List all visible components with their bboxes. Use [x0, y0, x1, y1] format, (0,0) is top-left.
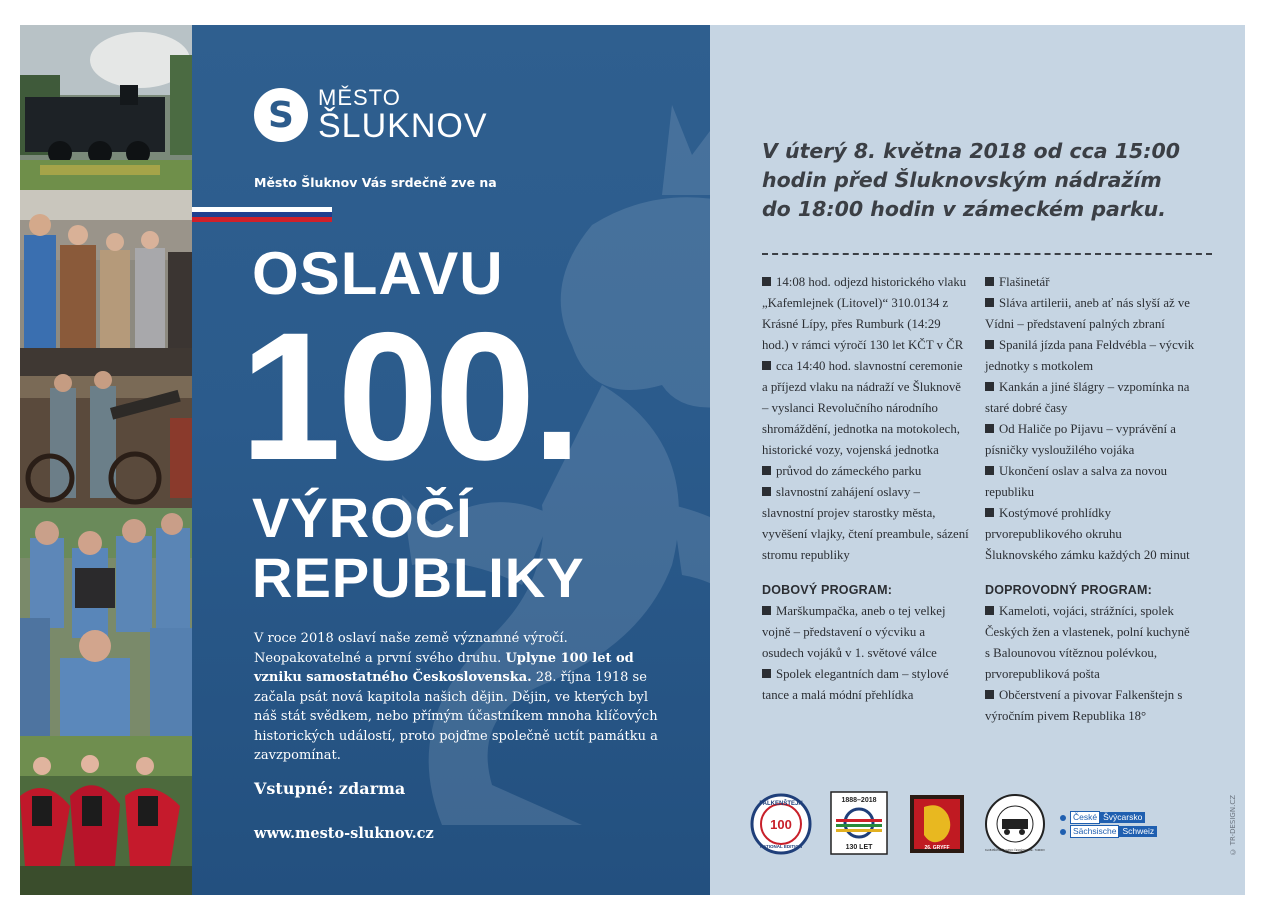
- photo-steam-train: [20, 25, 192, 190]
- program-panel: [710, 25, 1245, 895]
- intro-text-2: 28. října 1918 se začala psát nová kapitola našich dějin. Dějin, ve kterých byl náš stát svědkem, nebo přímým účastníkem mnoha klíčových historických událostí, proto pojďme společně uctít památku a zavzpomínat.: [254, 670, 658, 763]
- program-item: Sláva artilerii, aneb ať nás slyší až ve Vídni – představení palných zbraní: [985, 296, 1190, 331]
- event-date-heading: [762, 137, 1202, 224]
- ceske-svycarsko-logo: [1060, 811, 1170, 838]
- logo-badge: S: [254, 88, 308, 142]
- bullet-square-icon: [762, 361, 771, 370]
- program-item: Flašinetář: [985, 272, 1195, 293]
- photo-cannon-soldiers: [20, 348, 192, 508]
- falkenstejn-bottom: NATIONAL EDITION: [759, 844, 803, 849]
- photo-strip: [20, 25, 192, 895]
- program-column-right: [985, 272, 1195, 727]
- city-logo: [254, 87, 488, 143]
- partner-logos: [750, 791, 1220, 855]
- photo-soldiers-group: [20, 508, 192, 736]
- hero-number-100: 100.: [240, 294, 579, 498]
- falkenstejn-logo: [750, 793, 812, 855]
- program-item: Od Haliče po Pijavu – vyprávění a písničky vysloužilého vojáka: [985, 422, 1176, 457]
- program-item: Kankán a jiné šlágry – vzpomínka na staré dobré časy: [985, 380, 1190, 415]
- period-program-item: Marškumpačka, aneb o tej velkej vojně – představení o výcviku a osudech vojáků v 1. světové válce: [762, 604, 946, 660]
- gryff-logo: [910, 795, 964, 853]
- logo-line-mesto: MĚSTO: [318, 85, 401, 110]
- bullet-square-icon: [762, 487, 771, 496]
- de-label-1: Sächsische: [1070, 825, 1119, 838]
- website-link[interactable]: www.mesto-sluknov.cz: [254, 825, 434, 842]
- hero-line-vyroci: VÝROČÍ: [252, 486, 473, 549]
- invitation-line: Město Šluknov Vás srdečně zve na: [254, 175, 497, 190]
- kct-years: 1888–2018: [841, 797, 877, 804]
- bullet-square-icon: [762, 669, 771, 678]
- bullet-square-icon: [985, 382, 994, 391]
- main-panel: [192, 25, 710, 895]
- bullet-square-icon: [985, 508, 994, 517]
- photo-cancan-dancers: [20, 736, 192, 895]
- date-line-2: hodin před Šluknovským nádražím: [762, 168, 1162, 192]
- falkenstejn-number: 100: [770, 817, 792, 832]
- schedule-item: průvod do zámeckého parku: [762, 461, 970, 482]
- railway-club-logo: [984, 793, 1046, 855]
- bullet-square-icon: [985, 298, 994, 307]
- logo-text: [318, 87, 488, 143]
- photo-costumed-crowd: [20, 190, 192, 348]
- kct-logo: [830, 791, 888, 855]
- intro-text-1: V roce 2018 oslaví naše země významné výročí. Neopakovatelné a první svého druhu.: [254, 631, 568, 666]
- hero-line-republiky: REPUBLIKY: [252, 546, 585, 609]
- czech-flag-stripe: [192, 207, 332, 222]
- date-line-1: V úterý 8. května 2018 od cca 15:00: [762, 139, 1180, 163]
- schedule-item: 14:08 hod. odjezd historického vlaku „Kafemlejnek (Litovel)“ 310.0134 z Krásné Lípy, přes Rumburk (14:29 hod.) v rámci výročí 130 let KČT v ČR: [762, 275, 967, 352]
- de-label-2: Schweiz: [1119, 826, 1157, 837]
- dashed-divider: [762, 253, 1212, 255]
- gryff-text: 26. GRYFF: [924, 845, 950, 851]
- bullet-square-icon: [762, 277, 771, 286]
- bullet-square-icon: [985, 606, 994, 615]
- schedule-item: slavnostní zahájení oslavy – slavnostní projev starostky města, vyvěšení vlajky, čtení preambule, sázení stromu republiky: [762, 485, 969, 562]
- accompanying-program-item: Kameloti, vojáci, strážníci, spolek Českých žen a vlastenek, polní kuchyně s Balounovou vítěznou polévkou, prvorepubliková pošta: [985, 604, 1190, 681]
- design-credit: © TR-DESIGN.CZ: [1229, 794, 1237, 855]
- accompanying-program-heading: DOPROVODNÝ PROGRAM:: [985, 583, 1153, 597]
- bullet-square-icon: [985, 424, 994, 433]
- program-column-left: [762, 272, 970, 706]
- period-program-heading: DOBOVÝ PROGRAM:: [762, 583, 893, 597]
- bullet-square-icon: [762, 466, 771, 475]
- date-line-3: do 18:00 hodin v zámeckém parku.: [762, 197, 1167, 221]
- program-item: Spanilá jízda pana Feldvébla – výcvik jednotky s motkolem: [985, 338, 1195, 373]
- railway-club-text: KLUB PŘÁTEL ŽELEZNIC ČESKÉHO RÁJE · TURNOV: [985, 849, 1045, 852]
- bullet-square-icon: [762, 606, 771, 615]
- kct-bottom: 130 LET: [845, 844, 873, 851]
- bullet-square-icon: [985, 690, 994, 699]
- poster: [20, 25, 1245, 895]
- cz-label-2: Švýcarsko: [1100, 812, 1145, 823]
- cz-label-1: České: [1070, 811, 1100, 824]
- logo-line-sluknov: ŠLUKNOV: [318, 107, 488, 145]
- admission-info: Vstupné: zdarma: [254, 779, 406, 798]
- intro-paragraph: [254, 629, 674, 766]
- hero-line-oslavu: OSLAVU: [252, 240, 504, 307]
- bullet-square-icon: [985, 340, 994, 349]
- program-item: Ukončení oslav a salva za novou republiku: [985, 464, 1168, 499]
- bullet-square-icon: [985, 277, 994, 286]
- period-program-item: Spolek elegantních dam – stylové tance a malá módní přehlídka: [762, 667, 949, 702]
- schedule-item: cca 14:40 hod. slavnostní ceremonie a příjezd vlaku na nádraží ve Šluknově – vyslanci Revolučního národního shromáždění, jednotka na motokolech, historické vozy, vojenská jednotka: [762, 359, 963, 457]
- falkenstejn-top: FALKENŠTEJN: [759, 801, 803, 807]
- bullet-square-icon: [985, 466, 994, 475]
- program-item: Kostýmové prohlídky prvorepublikového okruhu Šluknovského zámku každých 20 minut: [985, 506, 1190, 562]
- intro-text-bold: Uplyne 100 let od vzniku samostatného Československa.: [254, 650, 634, 685]
- accompanying-program-item: Občerstvení a pivovar Falkenštejn s výročním pivem Republika 18°: [985, 688, 1183, 723]
